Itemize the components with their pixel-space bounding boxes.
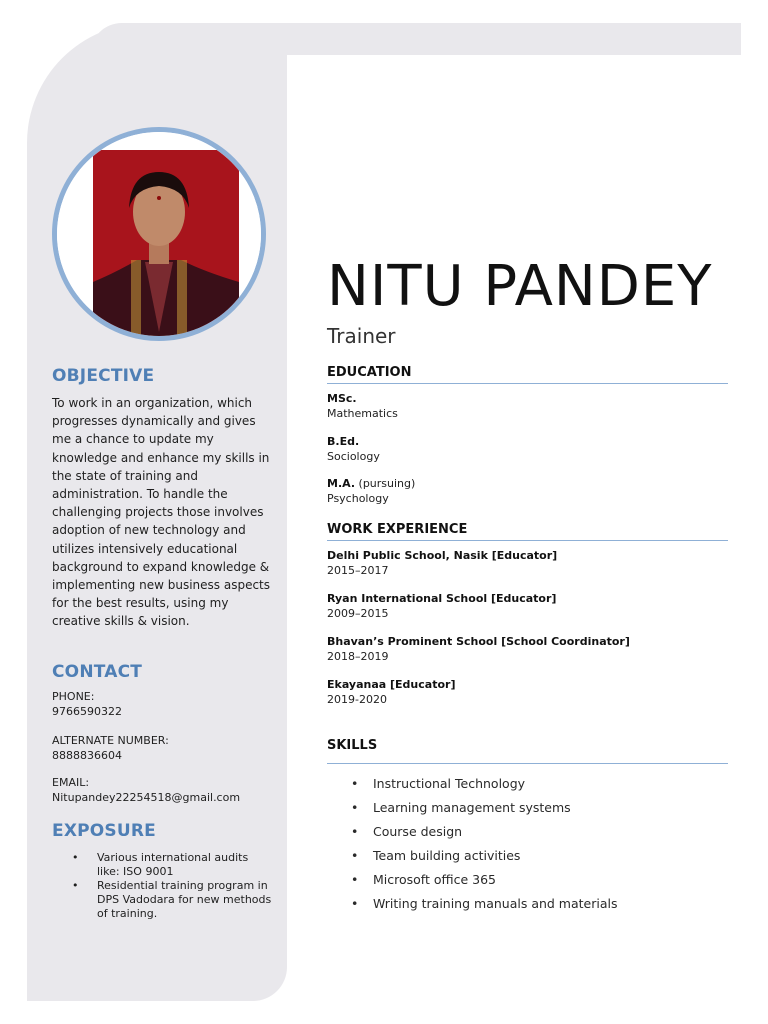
work-experience-heading: WORK EXPERIENCE bbox=[327, 522, 728, 541]
contact-heading: CONTACT bbox=[52, 662, 143, 682]
education-entry bbox=[327, 477, 415, 506]
work-dates: 2018–2019 bbox=[327, 649, 389, 663]
exposure-item: • Various international audits like: ISO 9001 bbox=[68, 851, 273, 879]
education-heading: EDUCATION bbox=[327, 365, 728, 384]
education-entry bbox=[327, 435, 380, 464]
skill-item: • Microsoft office 365 bbox=[348, 868, 728, 892]
education-entry bbox=[327, 392, 398, 421]
work-title: Ekayanaa [Educator] bbox=[327, 678, 456, 691]
degree-name: B.Ed. bbox=[327, 435, 360, 448]
profile-photo-illustration bbox=[57, 132, 261, 336]
work-title: Ryan International School [Educator] bbox=[327, 592, 557, 605]
alternate-phone-value: 8888836604 bbox=[52, 748, 122, 762]
work-entry bbox=[327, 592, 556, 621]
degree-field: Psychology bbox=[327, 491, 389, 505]
work-title: Delhi Public School, Nasik [Educator] bbox=[327, 549, 558, 562]
skill-item: • Learning management systems bbox=[348, 796, 728, 820]
candidate-name: NITU PANDEY bbox=[327, 254, 713, 319]
work-dates: 2015–2017 bbox=[327, 563, 389, 577]
degree-field: Mathematics bbox=[327, 406, 398, 420]
skills-list bbox=[348, 772, 728, 916]
exposure-heading: EXPOSURE bbox=[52, 821, 156, 841]
work-title: Bhavan’s Prominent School [School Coordinator] bbox=[327, 635, 630, 648]
degree-name: M.A. bbox=[327, 477, 356, 490]
work-dates: 2019-2020 bbox=[327, 692, 387, 706]
skill-item: • Team building activities bbox=[348, 844, 728, 868]
exposure-list bbox=[68, 851, 273, 921]
contact-phone bbox=[52, 690, 122, 719]
candidate-role: Trainer bbox=[327, 324, 396, 348]
email-value: Nitupandey22254518@gmail.com bbox=[52, 790, 241, 804]
degree-name: MSc. bbox=[327, 392, 357, 405]
profile-photo bbox=[52, 127, 266, 341]
phone-label: PHONE: bbox=[52, 690, 95, 703]
exposure-item: • Residential training program in DPS Vadodara for new methods of training. bbox=[68, 879, 273, 921]
work-entry bbox=[327, 678, 455, 707]
skills-heading: SKILLS bbox=[327, 738, 728, 764]
skill-item: • Instructional Technology bbox=[348, 772, 728, 796]
contact-email bbox=[52, 776, 240, 805]
work-entry bbox=[327, 549, 557, 578]
alternate-phone-label: ALTERNATE NUMBER: bbox=[52, 734, 169, 747]
contact-alternate-phone bbox=[52, 734, 169, 763]
degree-field: Sociology bbox=[327, 449, 380, 463]
objective-text: To work in an organization, which progresses dynamically and gives me a chance to update my knowledge and enhance my skills in the state of training and administration. To handle the challenging projects those involves adoption of new technology and utilizes intensively educational background to expand knowledge & implementing new business aspects for the best results, using my creative skills & vision. bbox=[52, 396, 271, 629]
skill-item: • Writing training manuals and materials bbox=[348, 892, 728, 916]
degree-note: (pursuing) bbox=[355, 477, 416, 490]
work-entry bbox=[327, 635, 630, 664]
objective-heading: OBJECTIVE bbox=[52, 366, 155, 386]
skill-item: • Course design bbox=[348, 820, 728, 844]
email-label: EMAIL: bbox=[52, 776, 90, 789]
phone-value: 9766590322 bbox=[52, 704, 122, 718]
work-dates: 2009–2015 bbox=[327, 606, 389, 620]
